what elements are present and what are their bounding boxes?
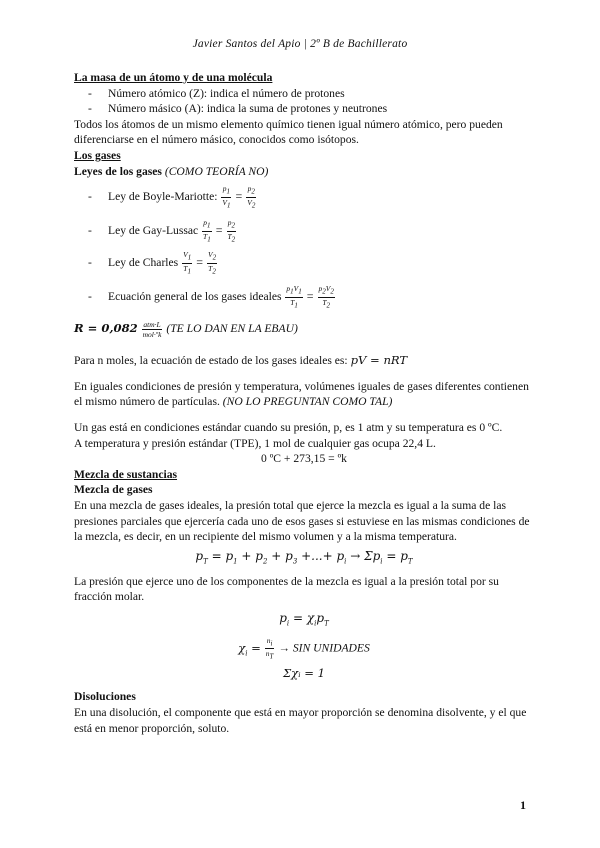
gas-constant-line: R = 0,082 atm·L mol·ºk (TE LO DAN EN LA EBAU) — [74, 319, 298, 339]
list-item: - Número másico (A): indica la suma de protones y neutrones — [88, 102, 388, 116]
dalton-equation: $p_T = p_1 + p_2 + p_3$ +...+ $p_i \to \Sigma p_i = p_T$ — [195, 548, 413, 566]
section-title-mixtures: Mezcla de sustancias — [74, 467, 178, 481]
section-title-gases: Los gases — [74, 148, 121, 162]
kelvin-conversion: 0 ºC + 273,15 = ºk — [261, 452, 347, 466]
partial-pressure-equation: $p_i = \chi_ip_T$ — [279, 610, 329, 628]
solutions-paragraph: En una disolución, el componente que está en mayor proporción se denomina disolvente, y el que está en menor proporción, soluto. — [74, 706, 527, 735]
standard-conditions: Un gas está en condiciones estándar cuando su presión, p, es 1 atm y su temperatura es 0 ºC. — [74, 420, 503, 434]
law-charles: - Ley de Charles $\frac{V_1}{T_1}$ = $\frac{V_2}{T_2}$ — [88, 250, 217, 276]
molar-fraction-equation: $\chi_i$ = $\frac{n_i}{n_T}$ → SIN UNIDADES — [238, 635, 370, 661]
solutions-subtitle: Disoluciones — [74, 690, 136, 704]
gas-mixture-subtitle: Mezcla de gases — [74, 483, 153, 497]
sum-fractions-equation: Σχᵢ = 1 — [282, 665, 326, 680]
page-content — [74, 70, 534, 736]
law-boyle: - Ley de Boyle-Mariotte: $\frac{p_1}{V_1}$ = $\frac{p_2}{V_2}$ — [88, 184, 256, 210]
tpe-line: A temperatura y presión estándar (TPE), 1 mol de cualquier gas ocupa 22,4 L. — [74, 436, 436, 450]
law-ideal-gas-general: - Ecuación general de los gases ideales $\frac{p_1V_1}{T_1}$ = $\frac{p_2V_2}{T_2}$ — [88, 284, 334, 310]
page-header: Javier Santos del Apio | 2º B de Bachillerato — [192, 38, 408, 50]
section-title-atom-mass: La masa de un átomo y de una molécula — [74, 71, 273, 84]
avogadro-paragraph: En iguales condiciones de presión y temperatura, volúmenes iguales de gases diferentes contienen el mismo número de partículas. (NO LO PREGUNTAN COMO TAL) — [74, 379, 529, 409]
gas-laws-subtitle: Leyes de los gases (COMO TEORÍA NO) — [74, 164, 269, 178]
isotopes-paragraph: Todos los átomos de un mismo elemento químico tienen igual número atómico, pero pueden diferenciarse en el número másico, conocidos como isótopos. — [74, 117, 503, 147]
n-moles-line: Para n moles, la ecuación de estado de los gases ideales es: pV = nRT — [74, 353, 408, 368]
list-item: - Número atómico (Z): indica el número de protones — [88, 86, 345, 100]
dalton-paragraph: En una mezcla de gases ideales, la presión total que ejerce la mezcla es igual a la suma de las presiones parciales que ejercería cada uno de esos gases si estuviese en las mismas condiciones de la mezcla, es decir, en un recipiente del mismo volumen y a la misma temperatura. — [74, 498, 530, 544]
formula-fraction: $\frac{p_1}{V_1}$ — [222, 184, 231, 210]
partial-pressure-paragraph: La presión que ejerce uno de los componentes de la mezcla es igual a la presión total por su fracción molar. — [74, 574, 499, 604]
law-gay-lussac: - Ley de Gay-Lussac $\frac{p_1}{T_1}$ = $\frac{p_2}{T_2}$ — [88, 218, 236, 244]
page-number: 1 — [520, 798, 526, 812]
